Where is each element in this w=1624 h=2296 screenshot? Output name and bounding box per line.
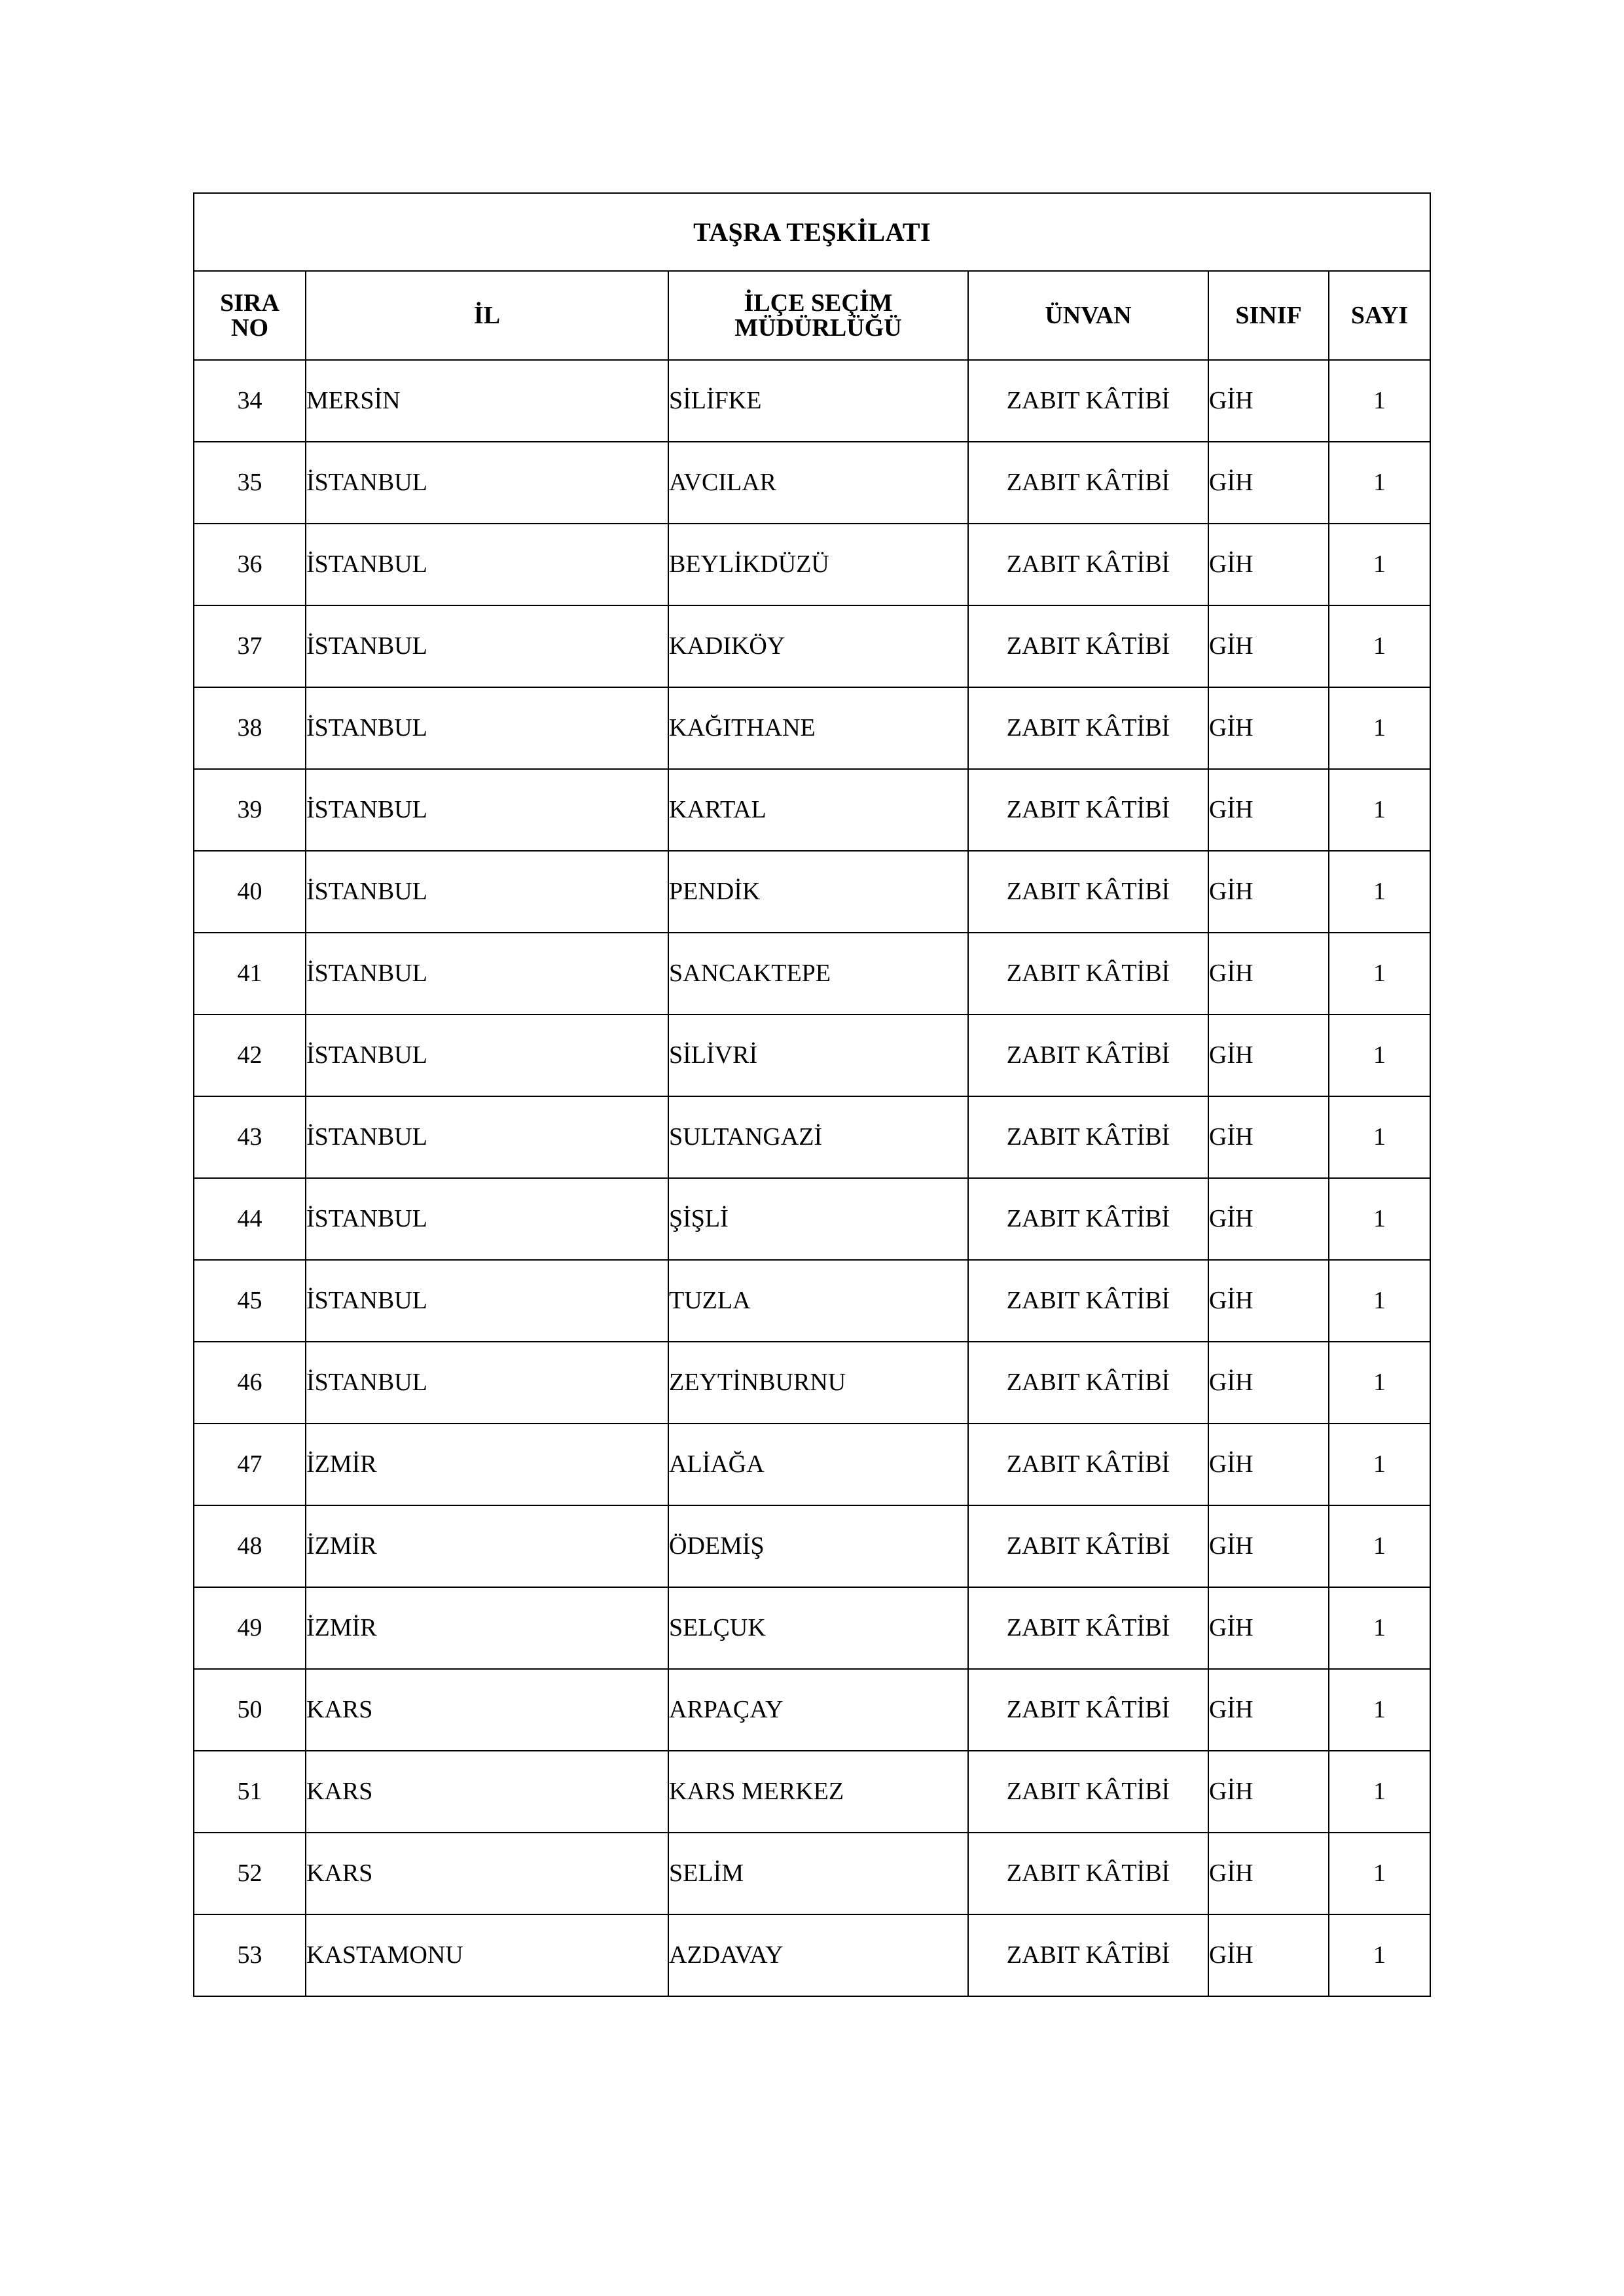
column-header-sira-no-line2: NO	[231, 314, 268, 342]
table-row	[194, 524, 1430, 605]
cell-sinif: GİH	[1208, 769, 1329, 851]
cell-sira-no: 47	[194, 1424, 306, 1505]
column-header-ilce-line1: İLÇE SEÇİM	[744, 289, 893, 317]
cell-sayi: 1	[1329, 1178, 1430, 1260]
cell-il: MERSİN	[306, 360, 668, 442]
cell-sinif: GİH	[1208, 1342, 1329, 1424]
cell-sayi: 1	[1329, 1096, 1430, 1178]
cell-sira-no: 50	[194, 1669, 306, 1751]
cell-sayi: 1	[1329, 1342, 1430, 1424]
table-banner-row	[194, 193, 1430, 271]
cell-sayi: 1	[1329, 1751, 1430, 1833]
column-header-sira-no	[194, 271, 306, 360]
cell-ilce-secim-mudurlugu: TUZLA	[668, 1260, 968, 1342]
cell-unvan: ZABIT KÂTİBİ	[968, 687, 1208, 769]
cell-unvan: ZABIT KÂTİBİ	[968, 1424, 1208, 1505]
cell-il: KASTAMONU	[306, 1914, 668, 1996]
cell-unvan: ZABIT KÂTİBİ	[968, 1587, 1208, 1669]
cell-ilce-secim-mudurlugu: ZEYTİNBURNU	[668, 1342, 968, 1424]
cell-sinif: GİH	[1208, 851, 1329, 933]
table-row	[194, 687, 1430, 769]
cell-unvan: ZABIT KÂTİBİ	[968, 1014, 1208, 1096]
cell-unvan: ZABIT KÂTİBİ	[968, 1914, 1208, 1996]
cell-sayi: 1	[1329, 1833, 1430, 1914]
table-banner-title: TAŞRA TEŞKİLATI	[194, 193, 1430, 271]
cell-il: İSTANBUL	[306, 605, 668, 687]
cell-sinif: GİH	[1208, 442, 1329, 524]
cell-sira-no: 36	[194, 524, 306, 605]
cell-sinif: GİH	[1208, 1833, 1329, 1914]
cell-ilce-secim-mudurlugu: SİLİFKE	[668, 360, 968, 442]
cell-il: İZMİR	[306, 1424, 668, 1505]
column-header-sayi	[1329, 271, 1430, 360]
cell-il: İZMİR	[306, 1587, 668, 1669]
column-header-sinif	[1208, 271, 1329, 360]
cell-sira-no: 49	[194, 1587, 306, 1669]
cell-il: İSTANBUL	[306, 1014, 668, 1096]
cell-ilce-secim-mudurlugu: KARS MERKEZ	[668, 1751, 968, 1833]
column-header-unvan-label: ÜNVAN	[1045, 302, 1132, 329]
cell-sayi: 1	[1329, 933, 1430, 1014]
cell-sayi: 1	[1329, 769, 1430, 851]
staff-allocation-table	[193, 192, 1431, 1997]
column-header-il-label: İL	[473, 302, 501, 329]
cell-il: İSTANBUL	[306, 1096, 668, 1178]
cell-unvan: ZABIT KÂTİBİ	[968, 1669, 1208, 1751]
cell-unvan: ZABIT KÂTİBİ	[968, 1342, 1208, 1424]
cell-unvan: ZABIT KÂTİBİ	[968, 1096, 1208, 1178]
cell-sinif: GİH	[1208, 1178, 1329, 1260]
table-row	[194, 1178, 1430, 1260]
cell-sinif: GİH	[1208, 933, 1329, 1014]
cell-sayi: 1	[1329, 1669, 1430, 1751]
table-row	[194, 1424, 1430, 1505]
cell-sira-no: 41	[194, 933, 306, 1014]
table-row	[194, 1751, 1430, 1833]
cell-ilce-secim-mudurlugu: KAĞITHANE	[668, 687, 968, 769]
cell-il: İZMİR	[306, 1505, 668, 1587]
cell-il: KARS	[306, 1669, 668, 1751]
cell-sira-no: 52	[194, 1833, 306, 1914]
table-body	[194, 360, 1430, 1996]
cell-sayi: 1	[1329, 1424, 1430, 1505]
cell-sira-no: 44	[194, 1178, 306, 1260]
cell-sinif: GİH	[1208, 1505, 1329, 1587]
cell-sira-no: 39	[194, 769, 306, 851]
cell-sayi: 1	[1329, 360, 1430, 442]
cell-il: İSTANBUL	[306, 524, 668, 605]
cell-il: İSTANBUL	[306, 687, 668, 769]
cell-sayi: 1	[1329, 524, 1430, 605]
column-header-il	[306, 271, 668, 360]
cell-sayi: 1	[1329, 1505, 1430, 1587]
cell-il: KARS	[306, 1751, 668, 1833]
table-row	[194, 360, 1430, 442]
cell-sira-no: 38	[194, 687, 306, 769]
cell-il: İSTANBUL	[306, 1260, 668, 1342]
table-row	[194, 442, 1430, 524]
cell-sira-no: 53	[194, 1914, 306, 1996]
cell-ilce-secim-mudurlugu: KARTAL	[668, 769, 968, 851]
cell-il: İSTANBUL	[306, 442, 668, 524]
cell-sinif: GİH	[1208, 1914, 1329, 1996]
cell-sayi: 1	[1329, 1260, 1430, 1342]
cell-sira-no: 48	[194, 1505, 306, 1587]
cell-sinif: GİH	[1208, 1260, 1329, 1342]
column-header-sayi-label: SAYI	[1350, 302, 1409, 329]
cell-sayi: 1	[1329, 851, 1430, 933]
cell-sinif: GİH	[1208, 1587, 1329, 1669]
cell-sinif: GİH	[1208, 1669, 1329, 1751]
cell-sayi: 1	[1329, 1014, 1430, 1096]
table-row	[194, 1014, 1430, 1096]
table-row	[194, 605, 1430, 687]
table-row	[194, 1914, 1430, 1996]
cell-il: İSTANBUL	[306, 1178, 668, 1260]
cell-ilce-secim-mudurlugu: AZDAVAY	[668, 1914, 968, 1996]
cell-sinif: GİH	[1208, 1751, 1329, 1833]
table-row	[194, 769, 1430, 851]
cell-sayi: 1	[1329, 1914, 1430, 1996]
cell-ilce-secim-mudurlugu: SELÇUK	[668, 1587, 968, 1669]
cell-unvan: ZABIT KÂTİBİ	[968, 1751, 1208, 1833]
cell-unvan: ZABIT KÂTİBİ	[968, 769, 1208, 851]
cell-sira-no: 45	[194, 1260, 306, 1342]
cell-sayi: 1	[1329, 687, 1430, 769]
cell-sira-no: 35	[194, 442, 306, 524]
table-row	[194, 1833, 1430, 1914]
table-row	[194, 1587, 1430, 1669]
cell-ilce-secim-mudurlugu: ÖDEMİŞ	[668, 1505, 968, 1587]
cell-unvan: ZABIT KÂTİBİ	[968, 442, 1208, 524]
column-header-ilce-line2: MÜDÜRLÜĞÜ	[734, 314, 902, 342]
cell-il: KARS	[306, 1833, 668, 1914]
cell-ilce-secim-mudurlugu: ARPAÇAY	[668, 1669, 968, 1751]
cell-unvan: ZABIT KÂTİBİ	[968, 524, 1208, 605]
cell-sayi: 1	[1329, 1587, 1430, 1669]
cell-ilce-secim-mudurlugu: ŞİŞLİ	[668, 1178, 968, 1260]
cell-sayi: 1	[1329, 605, 1430, 687]
table-row	[194, 1342, 1430, 1424]
table-header	[194, 193, 1430, 360]
cell-unvan: ZABIT KÂTİBİ	[968, 1260, 1208, 1342]
cell-sinif: GİH	[1208, 360, 1329, 442]
table-row	[194, 1505, 1430, 1587]
cell-sinif: GİH	[1208, 687, 1329, 769]
cell-il: İSTANBUL	[306, 1342, 668, 1424]
cell-unvan: ZABIT KÂTİBİ	[968, 1833, 1208, 1914]
table-row	[194, 851, 1430, 933]
cell-unvan: ZABIT KÂTİBİ	[968, 1178, 1208, 1260]
cell-il: İSTANBUL	[306, 769, 668, 851]
cell-sira-no: 40	[194, 851, 306, 933]
cell-sinif: GİH	[1208, 1096, 1329, 1178]
cell-sira-no: 37	[194, 605, 306, 687]
cell-ilce-secim-mudurlugu: KADIKÖY	[668, 605, 968, 687]
taşra-teskilati-table-wrapper	[193, 192, 1430, 1997]
cell-ilce-secim-mudurlugu: SULTANGAZİ	[668, 1096, 968, 1178]
table-row	[194, 933, 1430, 1014]
cell-sira-no: 46	[194, 1342, 306, 1424]
table-row	[194, 1669, 1430, 1751]
cell-sinif: GİH	[1208, 1014, 1329, 1096]
cell-ilce-secim-mudurlugu: AVCILAR	[668, 442, 968, 524]
column-header-unvan	[968, 271, 1208, 360]
cell-ilce-secim-mudurlugu: SİLİVRİ	[668, 1014, 968, 1096]
cell-sira-no: 51	[194, 1751, 306, 1833]
cell-il: İSTANBUL	[306, 933, 668, 1014]
cell-sinif: GİH	[1208, 1424, 1329, 1505]
cell-unvan: ZABIT KÂTİBİ	[968, 933, 1208, 1014]
cell-ilce-secim-mudurlugu: BEYLİKDÜZÜ	[668, 524, 968, 605]
column-header-sira-no-line1: SIRA	[220, 289, 280, 317]
cell-sira-no: 34	[194, 360, 306, 442]
column-header-ilce-secim-mudurlugu	[668, 271, 968, 360]
table-row	[194, 1096, 1430, 1178]
table-column-header-row	[194, 271, 1430, 360]
cell-ilce-secim-mudurlugu: SELİM	[668, 1833, 968, 1914]
cell-sayi: 1	[1329, 442, 1430, 524]
cell-unvan: ZABIT KÂTİBİ	[968, 851, 1208, 933]
table-row	[194, 1260, 1430, 1342]
cell-ilce-secim-mudurlugu: SANCAKTEPE	[668, 933, 968, 1014]
cell-sira-no: 43	[194, 1096, 306, 1178]
column-header-sinif-label: SINIF	[1235, 302, 1302, 329]
cell-unvan: ZABIT KÂTİBİ	[968, 605, 1208, 687]
cell-sinif: GİH	[1208, 524, 1329, 605]
cell-ilce-secim-mudurlugu: ALİAĞA	[668, 1424, 968, 1505]
cell-ilce-secim-mudurlugu: PENDİK	[668, 851, 968, 933]
cell-unvan: ZABIT KÂTİBİ	[968, 360, 1208, 442]
cell-unvan: ZABIT KÂTİBİ	[968, 1505, 1208, 1587]
cell-il: İSTANBUL	[306, 851, 668, 933]
cell-sira-no: 42	[194, 1014, 306, 1096]
cell-sinif: GİH	[1208, 605, 1329, 687]
